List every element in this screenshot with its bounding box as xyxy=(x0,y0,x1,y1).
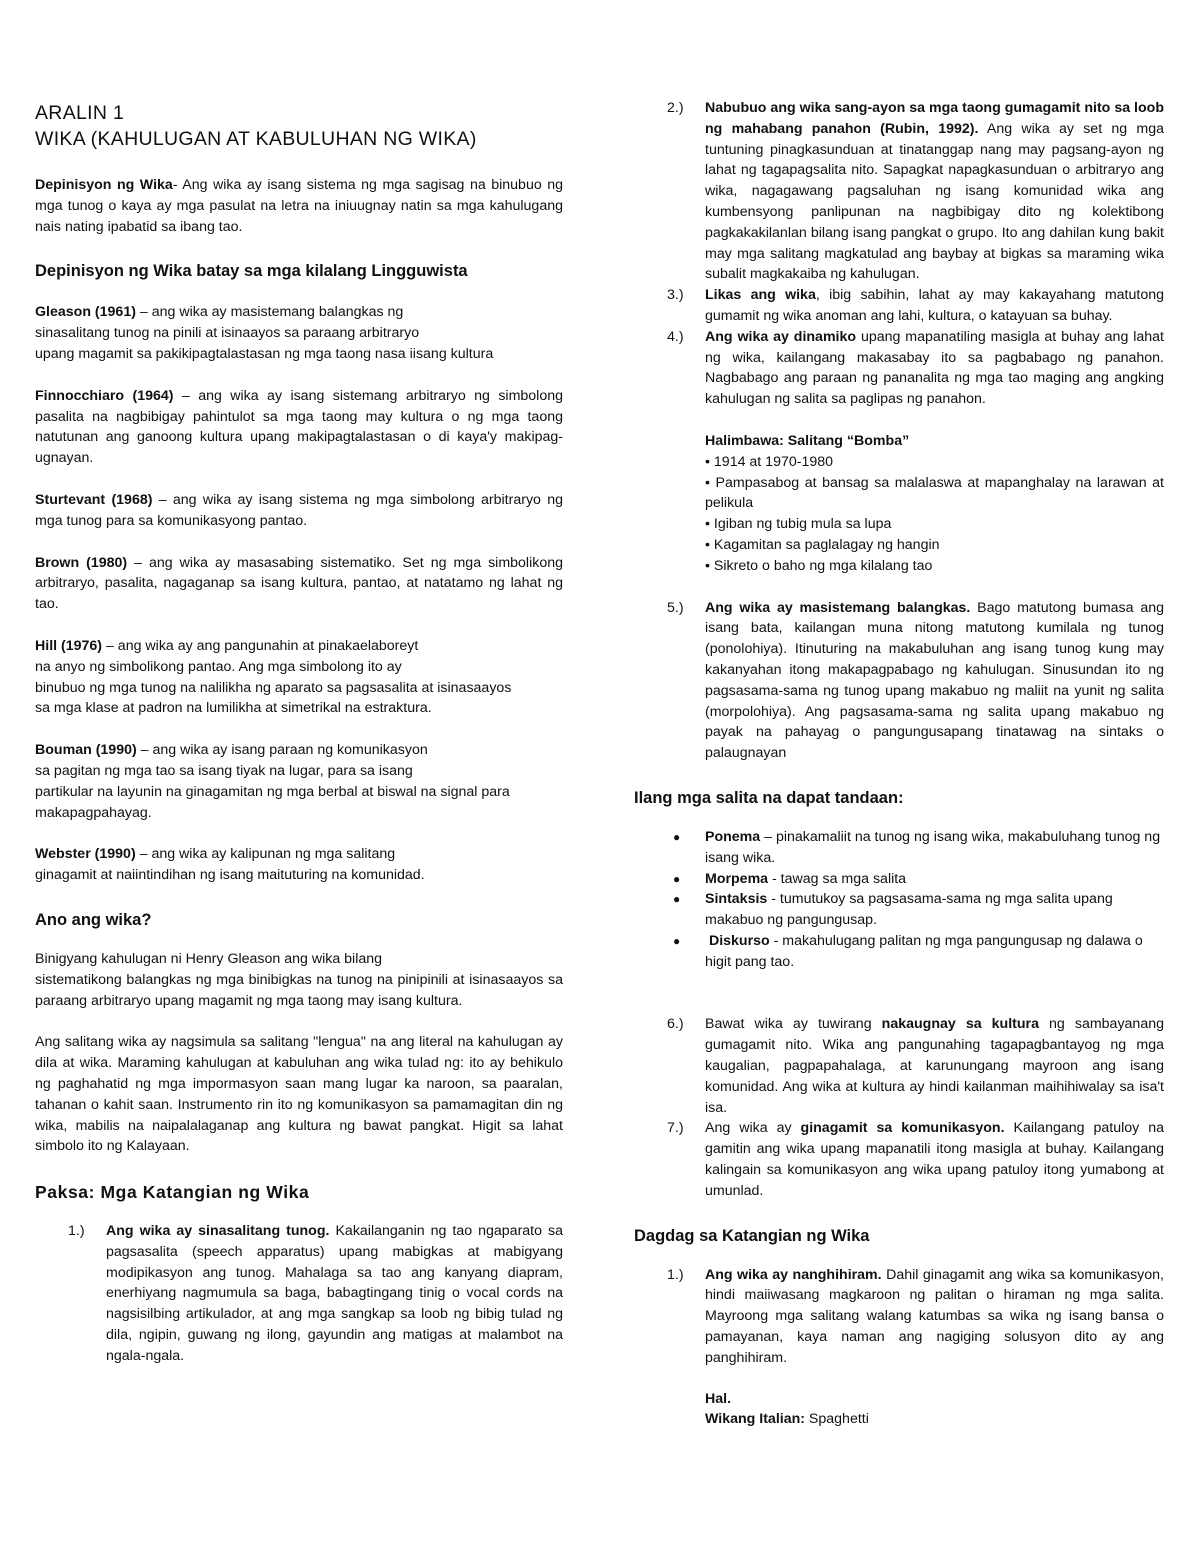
katangian-item-4: 4.) Ang wika ay dinamiko upang mapanatiling masigla at buhay ang lahat ng wika, kailangang makasabay ito sa pagbabago ng panahon. Nagbabago ang paraan ng pananalita ng mga tao maging ang angking kahulugan ng salita sa paglipas ng panahon. xyxy=(667,328,1164,408)
paksa-heading: Paksa: Mga Katangian ng Wika xyxy=(35,1182,310,1203)
gleason-definition: Gleason (1961) – ang wika ay masistemang balangkas ng sinasalitang tunog na pinili at isinaayos sa paraang arbitraryo upang magamit sa pakikipagtalastasan ng mga taong nasa iisang kultura xyxy=(35,304,494,362)
finnocchiaro-name: Finnocchiaro (1964) xyxy=(35,387,174,404)
example-item: • Kagamitan sa paglalagay ng hangin xyxy=(705,536,940,553)
term-item: ● Diskurso - makahulugang palitan ng mga pangungusap ng dalawa o higit pang tao. xyxy=(673,932,1143,970)
terms-list xyxy=(634,827,1164,973)
bouman-name: Bouman (1990) xyxy=(35,742,137,759)
ano-ang-wika-heading: Ano ang wika? xyxy=(35,910,152,929)
definition-paragraph xyxy=(35,175,563,237)
gleason-explanation: Binigyang kahulugan ni Henry Gleason ang wika bilang sistematikong balangkas ng mga binibigkas na tunog na pinipinili at isinasaayos sa paraang arbitraryo upang magamit ng mga taong may isang kultura. xyxy=(35,950,563,1009)
bullet-icon: ● xyxy=(673,892,681,907)
dagdag-heading: Dagdag sa Katangian ng Wika xyxy=(634,1226,870,1245)
dagdag-item-1: 1.) Ang wika ay nanghihiram. Dahil ginagamit ang wika sa komunikasyon, hindi maiiwasang magkaroon ng palitan o hiraman ng mga salita. Mayroong mga salitang walang katumbas sa wika ng isang bansa o pamayanan, kaya naman ang nagiging solusyon dito ay ang panghihiram. xyxy=(667,1266,1164,1366)
lesson-topic: WIKA (KAHULUGAN AT KABULUHAN NG WIKA) xyxy=(35,128,477,150)
linguists-heading: Depinisyon ng Wika batay sa mga kilalang Lingguwista xyxy=(35,262,468,281)
ilang-salita-heading: Ilang mga salita na dapat tandaan: xyxy=(634,788,904,807)
halimbawa-block xyxy=(634,1389,1164,1431)
brown-name: Brown (1980) xyxy=(35,554,128,571)
example-item: • Sikreto o baho ng mga kilalang tao xyxy=(705,557,933,574)
katangian-item-5: 5.) Ang wika ay masistemang balangkas. Bago matutong bumasa ang isang bata, kailangan muna nitong matutong kumilala ng tunog (ponolohiya). Itinuturing na makabuluhan ang isang tunog kung may kakanyahan itong makapagpabago ng kahulugan. Sinusundan ito ng pagsasama-sama ng tunog upang makabuo ng maliit na yunit ng salita (morpolohiya). Ang pagsasama-sama ng salita upang makabuo ng payak na pahayag o pangungusapang tinatawag na sintaks o palaugnayan xyxy=(667,599,1165,762)
lesson-title xyxy=(35,100,563,152)
definition-text: - Ang wika ay isang sistema ng mga sagisag na binubuo ng mga tunog o kaya ay mga pasulat na letra na iniuugnay natin sa mga kahulugang nais nating ipabatid sa ibang tao. xyxy=(35,177,564,235)
sturtevant-name: Sturtevant (1968) xyxy=(35,491,153,508)
example-item: • Pampasabog at bansag sa malalaswa at mapanghalay na larawan at pelikula xyxy=(705,474,1164,512)
sturtevant-definition: Sturtevant (1968) – ang wika ay isang sistema ng mga simbolong arbitraryo ng mga tunog para sa komunikasyong pantao. xyxy=(35,491,563,529)
example-item: • Igiban ng tubig mula sa lupa xyxy=(705,516,892,533)
hill-name: Hill (1976) xyxy=(35,637,103,654)
right-column xyxy=(634,98,1164,1430)
webster-name: Webster (1990) xyxy=(35,846,136,863)
brown-definition: Brown (1980) – ang wika ay masasabing sistematiko. Set ng mga simbolikong arbitraryo, pasalita, nagaganap sa isang kultura, pantao, at natatamo ng lahat ng tao. xyxy=(35,554,563,613)
gleason-name: Gleason (1961) xyxy=(35,304,136,321)
bullet-icon: ● xyxy=(673,871,681,886)
term-item: ● Ponema – pinakamaliit na tunog ng isang wika, makabuluhang tunog ng isang wika. xyxy=(673,828,1161,866)
katangian-item-2: 2.) Nabubuo ang wika sang-ayon sa mga taong gumagamit nito sa loob ng mahabang panahon (Rubin, 1992). Ang wika ay set ng mga tuntuning pinagkasunduan at tinatanggap nang may pagsang-ayon ng lahat ng tagapagsalita nito. Sapagkat napagkasunduan o arbitraryo ang wika, nagagawang pagsaluhan ng isang komunidad wika ang kumbensyong panlipunan na nagbibigay dito ng kolektibong pagkakakilanlan bilang isang pangkat o grupo. Ito ang dahilan kung bakit may mga salitang magkatulad ang baybay at bigkas sa maraming wika subalit magkakaiba ng kahulugan. xyxy=(667,100,1164,283)
example-item: • 1914 at 1970-1980 xyxy=(705,453,834,470)
italian-label: Wikang Italian: xyxy=(705,1411,805,1428)
bullet-icon: ● xyxy=(673,933,681,948)
bomba-example xyxy=(634,431,1164,577)
term-item: ● Sintaksis - tumutukoy sa pagsasama-sama ng mga salita upang makabuo ng pangungusap. xyxy=(673,891,1113,929)
example-label: Halimbawa: Salitang “Bomba” xyxy=(705,432,910,449)
term-item: ● Morpema - tawag sa mga salita xyxy=(634,869,1164,890)
katangian-item-7: 7.) Ang wika ay ginagamit sa komunikasyon. Kailangang patuloy na gamitin ang wika upang mapanatili itong masigla at buhay. Kailangang kalingain sa komunikasyon ang wika upang patuloy itong yumabong at umunlad. xyxy=(667,1120,1164,1199)
katangian-item-1: 1.) Ang wika ay sinasalitang tunog. Kakailanganin ng tao ngaparato sa pagsasalita (speech apparatus) upang mabigkas at mabigyang modipikasyon ang tunog. Mahalaga sa tao ang kanyang diapram, enerhiyang nagmumula sa baga, babagtingang tinig o vocal cords na nagsisilbing artikulador, at ang mga sangkap sa loob ng bibig tulad ng dila, ngipin, guwang ng ilong, gayundin ang matigas at malambot na ngala-ngala. xyxy=(68,1223,564,1364)
italian-value: Spaghetti xyxy=(804,1411,869,1428)
katangian-item-6: 6.) Bawat wika ay tuwirang nakaugnay sa kultura ng sambayanang gumagamit nito. Wika ang pangunahing tagapagbantayog ng mga kaugalian, pagpapahalaga, at karunungang mayroon ang isang komunidad. Ang wika at kultura ay hindi kailanman maihihiwalay sa isa't isa. xyxy=(667,1016,1164,1116)
bouman-definition: Bouman (1990) – ang wika ay isang paraan ng komunikasyon sa pagitan ng mga tao sa isang tiyak na lugar, para sa isang partikular na layunin na ginagamitan ng mga berbal at biswal na signal para makapagpahayag. xyxy=(35,742,510,821)
webster-definition: Webster (1990) – ang wika ay kalipunan ng mga salitang ginagamit at naiintindihan ng isang maituturing na komunidad. xyxy=(35,846,425,884)
finnocchiaro-definition: Finnocchiaro (1964) – ang wika ay isang sistemang arbitraryo ng simbolong pasalita na nagbibigay pahintulot sa mga taong may kultura o ng mga taong natutunan ang ganoong kultura upang makipagtalastasan o di kaya'y makipag-ugnayan. xyxy=(35,387,564,467)
bullet-icon: ● xyxy=(673,829,681,844)
katangian-item-3: 3.) Likas ang wika, ibig sabihin, lahat ay may kakayahang matutong gumamit ng wika anoman ang lahi, kultura, o katayuan sa buhay. xyxy=(667,287,1164,324)
lesson-number: ARALIN 1 xyxy=(35,102,125,124)
hal-label: Hal. xyxy=(705,1390,732,1407)
definition-label: Depinisyon ng Wika xyxy=(35,177,173,193)
left-column xyxy=(35,98,563,1367)
hill-definition: Hill (1976) – ang wika ay ang pangunahin at pinakaelaboreyt na anyo ng simbolikong pantao. Ang mga simbolong ito ay binubuo ng mga tunog na nalilikha ng aparato sa pagsasalita at isinasaayos sa mga klase at padron na lumilikha at simetrikal na estraktura. xyxy=(35,637,512,717)
lengua-paragraph: Ang salitang wika ay nagsimula sa salitang "lengua" na ang literal na kahulugan ay dila at wika. Maraming kahulugan at kabuluhan ang wika tulad ng: ito ay behikulo ng paghahatid ng mga impormasyon saan mang lugar ka naroon, sa paaralan, tahanan o kahit saan. Instrumento rin ito ng komunikasyon sa pamamagitan din ng wika, mabilis na naipalalaganap ang kultura ng bawat pangkat. Higit sa lahat simbolo ito ng Kalayaan. xyxy=(35,1034,563,1155)
